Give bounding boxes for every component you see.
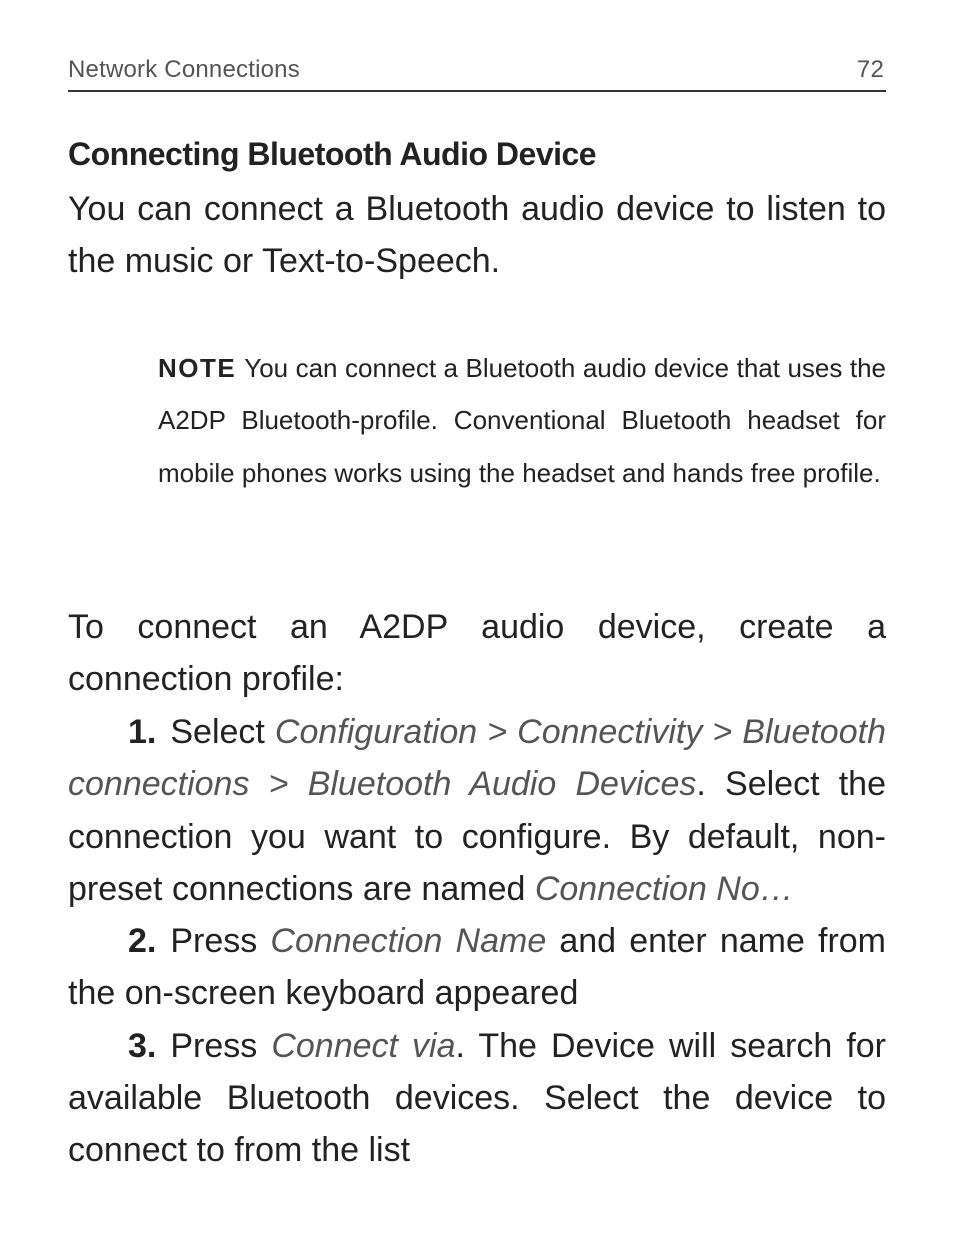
intro-paragraph: You can connect a Bluetooth audio device to listen to the music or Text-to-Speech. [68, 190, 886, 281]
step-number: 2. [128, 922, 157, 961]
note-text: You can connect a Bluetooth audio device that uses the A2DP Bluetooth-profile. Conventional Bluetooth headset for mobile phones works using the headset and hands free profile. [158, 353, 886, 488]
default-connection-name: Connection No… [534, 869, 794, 908]
section-title: Connecting Bluetooth Audio Device [68, 136, 597, 172]
step-text: . The Device will search for available Bluetooth devices. Select the device to connect to from the list [68, 1026, 887, 1170]
menu-item-name: Connect via [271, 1026, 456, 1065]
steps-list [68, 706, 886, 1177]
step-number: 1. [128, 713, 157, 751]
step-item [68, 1020, 886, 1177]
menu-path: Configuration > Connectivity > Bluetooth connections > Bluetooth Audio Devices [68, 713, 886, 804]
step-text: Press [170, 1026, 272, 1065]
step-text: Select [170, 713, 275, 751]
step-text: . Select the connection you want to configure. By default, non-preset connections are named [68, 765, 886, 908]
step-text: Press [170, 922, 271, 961]
step-item [68, 706, 886, 915]
page-number: 72 [856, 56, 884, 83]
step-text: and enter name from the on-screen keyboard appeared [68, 922, 887, 1013]
note-label: NOTE [158, 353, 237, 383]
running-header [68, 56, 886, 92]
connect-lead-line-2: connection profile: [68, 660, 344, 699]
note-block [158, 342, 886, 499]
step-number: 3. [128, 1026, 157, 1065]
connect-lead-line-1: To connect an A2DP audio device, create a [68, 608, 886, 646]
step-item [68, 915, 886, 1020]
connect-lead-paragraph [68, 601, 886, 706]
chapter-title: Network Connections [68, 56, 300, 83]
menu-item-name: Connection Name [270, 922, 547, 961]
